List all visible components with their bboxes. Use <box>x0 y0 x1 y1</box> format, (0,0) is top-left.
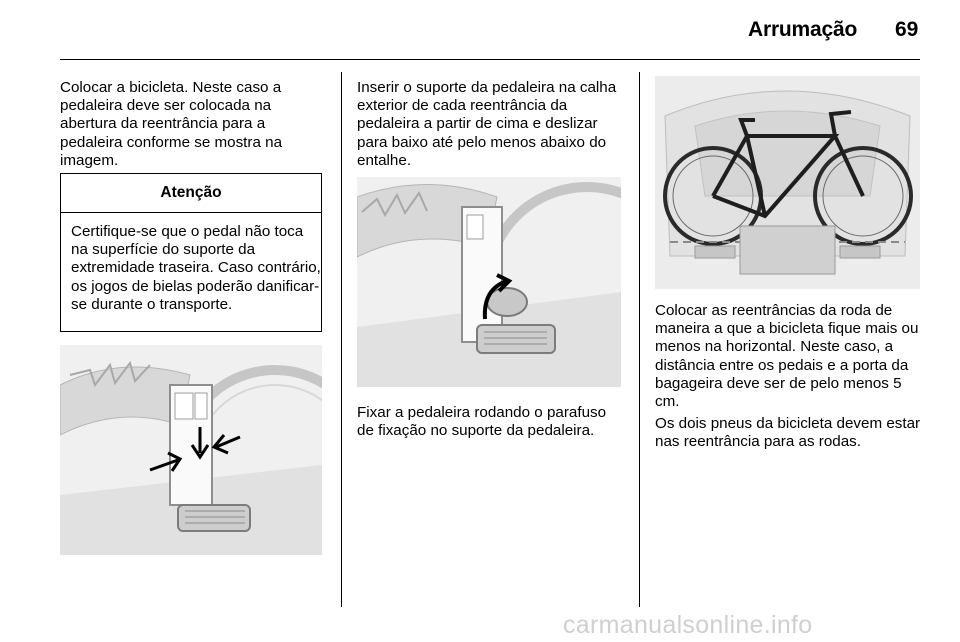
warning-title: Atenção <box>61 174 321 213</box>
column-divider <box>639 72 640 607</box>
page-title: Arrumação <box>748 18 858 41</box>
warning-box <box>60 173 322 332</box>
bike-on-carrier-figure <box>655 76 920 289</box>
pedal-insert-figure <box>60 345 322 555</box>
header-rule <box>60 59 920 60</box>
pedal-fixing-figure <box>357 177 621 387</box>
intro-paragraph: Colocar a bicicleta. Neste caso a pedaleira deve ser colocada na abertura da reentrância para a pedaleira conforme se mostra na imagem. <box>60 79 283 169</box>
warning-text: Certifique-se que o pedal não toca na superfície do suporte da extremidade traseira. Caso contrário, os jogos de bielas poderão danificar-se durante o transporte. <box>71 223 321 313</box>
watermark: carmanualsonline.info <box>563 611 813 639</box>
column-divider <box>341 72 342 607</box>
insert-instruction-paragraph: Inserir o suporte da pedaleira na calha exterior de cada reentrância da pedaleira a partir de cima e deslizar para baixo até pelo menos abaixo do entalhe. <box>357 79 617 169</box>
tyres-paragraph: Os dois pneus da bicicleta devem estar nas reentrância para as rodas. <box>655 415 921 451</box>
wheel-position-paragraph: Colocar as reentrâncias da roda de maneira a que a bicicleta fique mais ou menos na horizontal. Neste caso, a distância entre os pedais e a porta da bagageira deve ser de pelo menos 5 cm. <box>655 302 919 411</box>
page-number: 69 <box>895 18 919 41</box>
fixing-caption: Fixar a pedaleira rodando o parafuso de fixação no suporte da pedaleira. <box>357 404 607 440</box>
